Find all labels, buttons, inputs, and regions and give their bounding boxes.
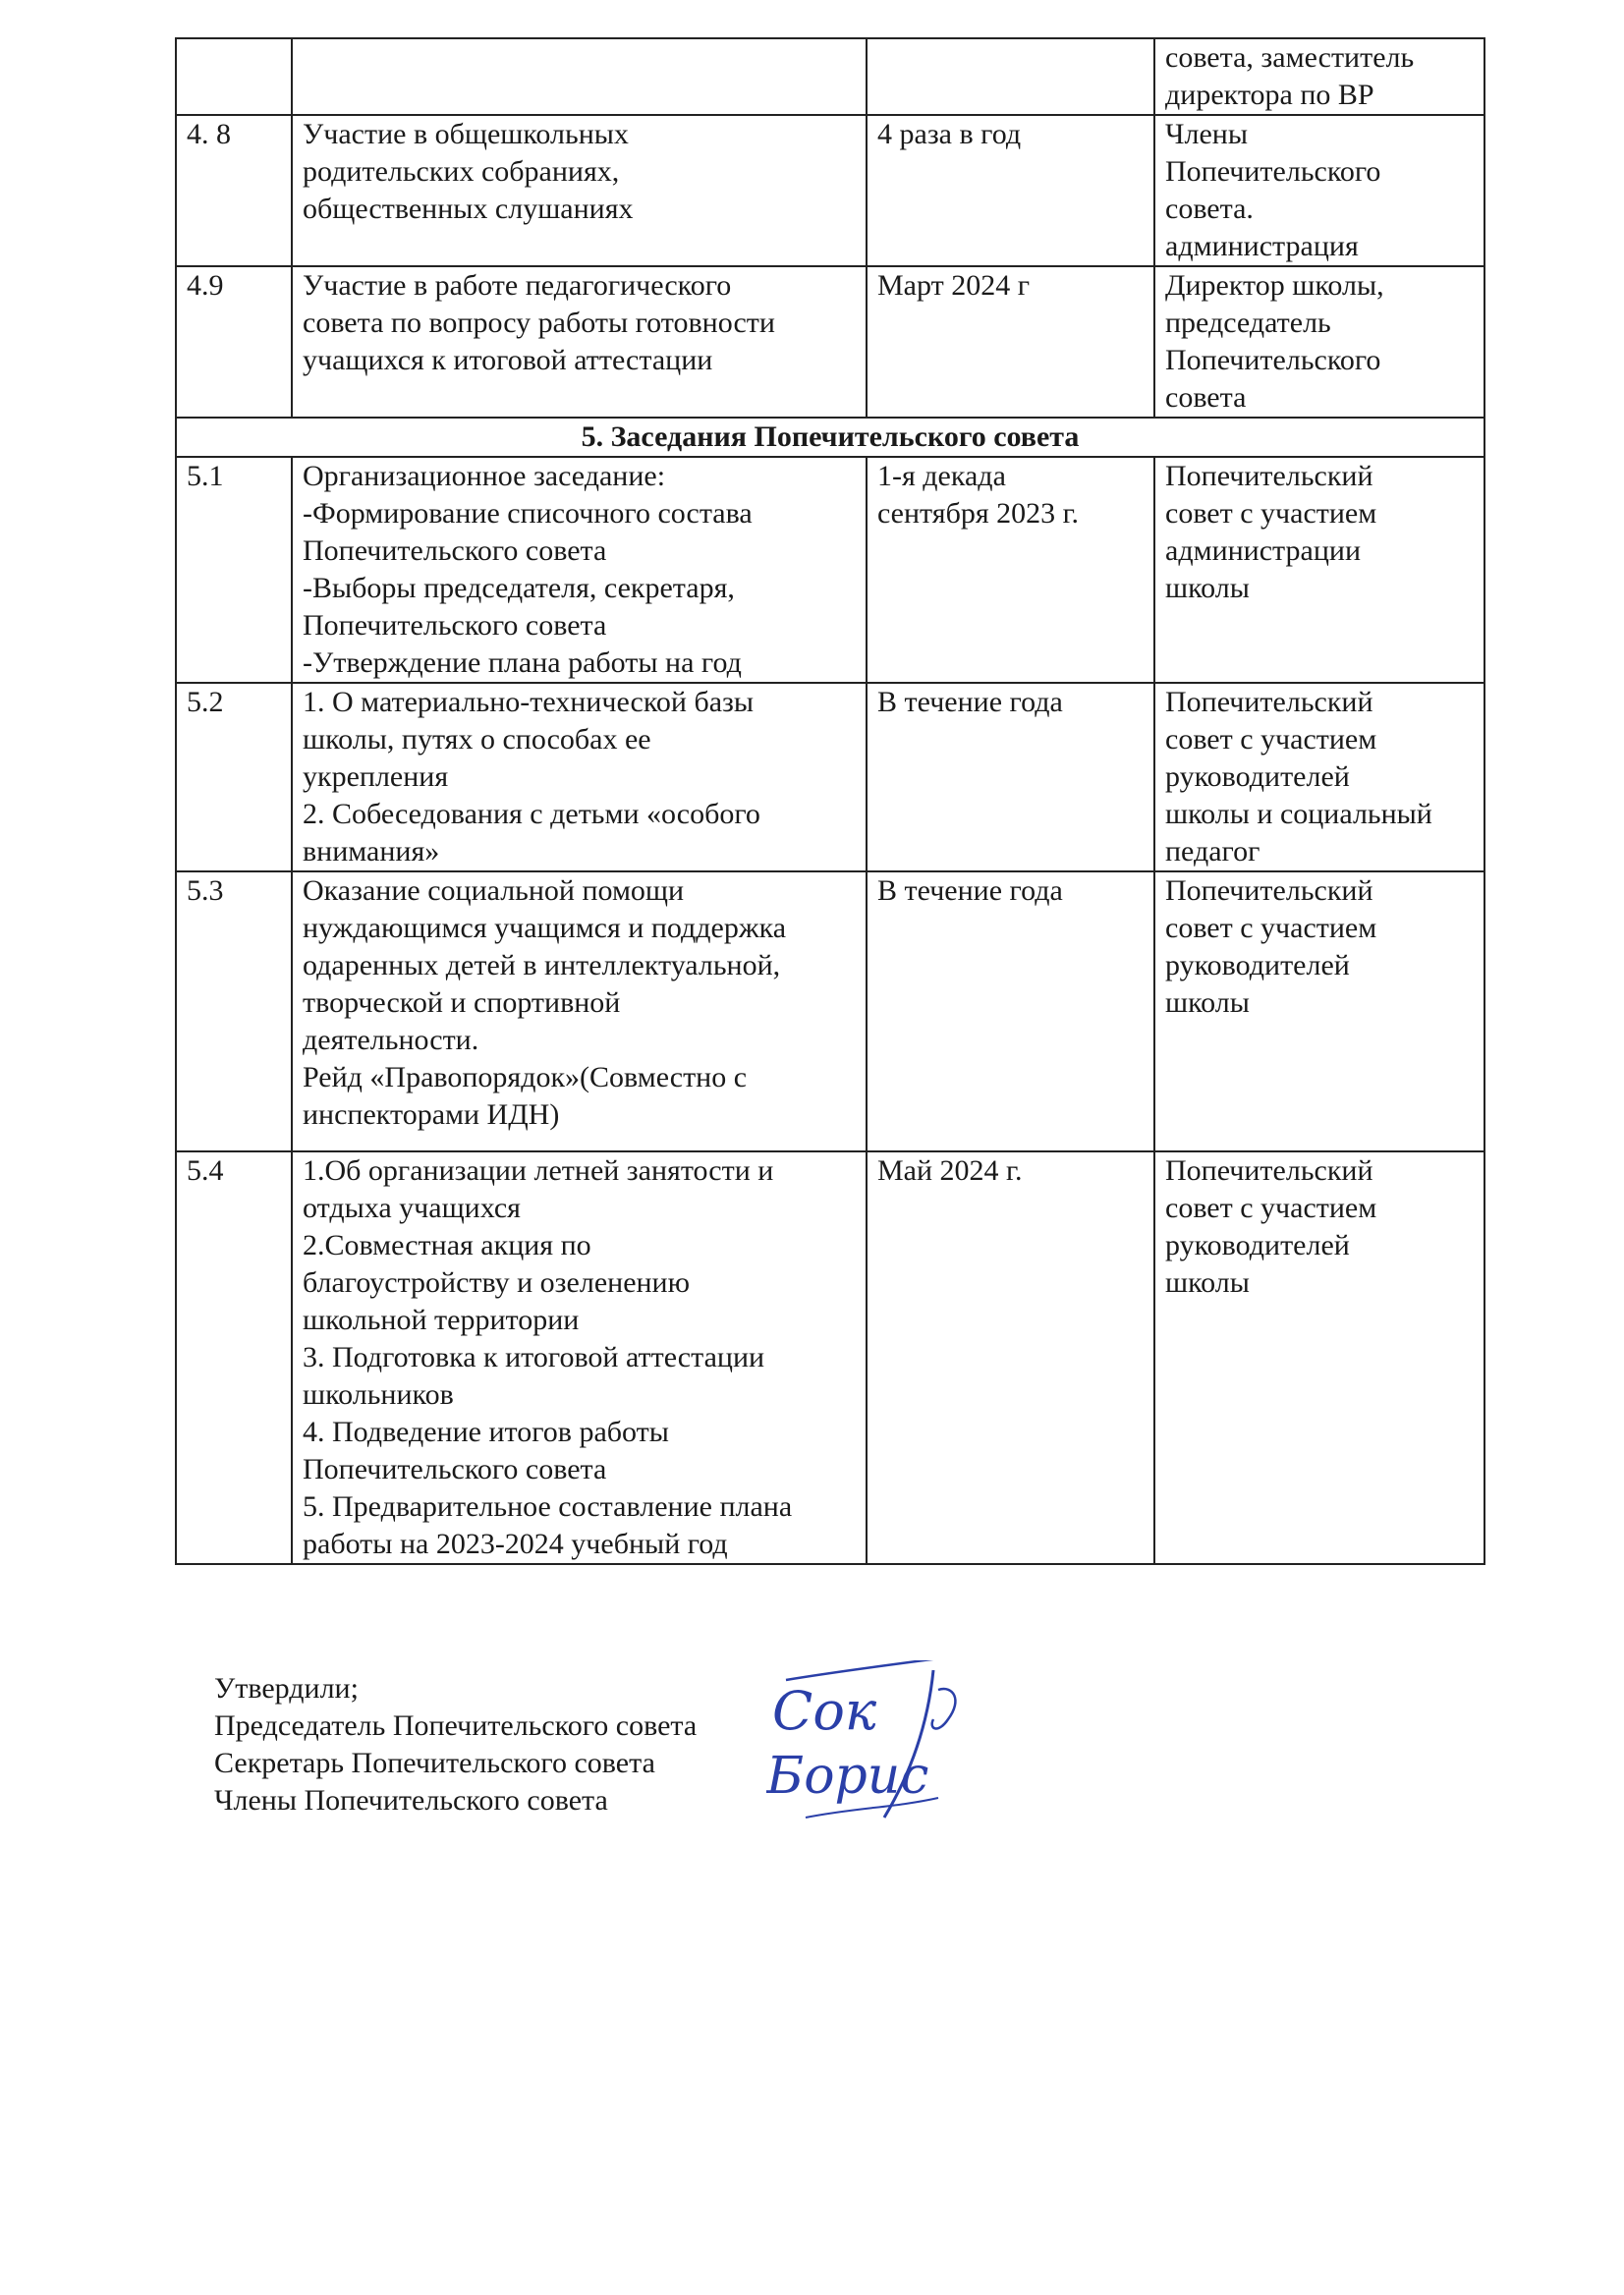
row-number: 5.4 [176,1151,292,1564]
event-description-line: -Формирование списочного состава [303,497,753,530]
event-date [867,871,1154,1151]
event-responsible-line: совет с участием [1165,723,1377,756]
signature-line-2: Борис [766,1747,929,1806]
event-date [867,683,1154,871]
event-description-line: укрепления [303,760,449,793]
event-date [867,457,1154,683]
event-responsible-line: совета. [1165,193,1254,225]
table-row [176,1151,1484,1564]
event-description-line: 1. О материально-технической базы [303,686,755,718]
event-date-line: 1-я декада [877,460,1006,492]
event-description-line: Рейд «Правопорядок»(Совместно с [303,1061,748,1093]
event-description-line: творческой и спортивной [303,986,621,1019]
event-description-line: школьной территории [303,1304,580,1336]
event-date [867,266,1154,418]
event-responsible-line: руководителей [1165,1229,1350,1261]
event-date-line: Май 2024 г. [877,1154,1023,1187]
event-description-line: работы на 2023-2024 учебный год [303,1528,728,1560]
event-description-line: Попечительского совета [303,534,607,567]
event-responsible-line: руководителей [1165,949,1350,981]
approval-secretary: Секретарь Попечительского совета [214,1747,655,1779]
event-responsible-line: Попечительский [1165,1154,1373,1187]
table-row [176,115,1484,266]
event-description-line: Попечительского совета [303,1453,607,1485]
table-row [176,266,1484,418]
event-responsible-line: администрация [1165,230,1359,262]
event-responsible-line: руководителей [1165,760,1350,793]
event-description [292,1151,867,1564]
event-description-line: -Утверждение плана работы на год [303,646,742,679]
section-title: 5. Заседания Попечительского совета [176,418,1484,457]
event-description-line: инспекторами ИДН) [303,1098,560,1131]
event-responsible-line: совета, заместитель [1165,41,1415,74]
event-responsible [1154,683,1484,871]
row-number [176,38,292,115]
event-responsible-line: Члены [1165,118,1248,150]
event-description-line: внимания» [303,835,440,868]
table-row [176,457,1484,683]
event-responsible-line: директора по ВР [1165,79,1374,111]
event-date-line: В течение года [877,874,1063,907]
event-description-line: Попечительского совета [303,609,607,642]
event-responsible-line: Попечительский [1165,686,1373,718]
event-date [867,1151,1154,1564]
event-date-line: 4 раза в год [877,118,1022,150]
plan-table [175,37,1485,1565]
event-date [867,115,1154,266]
event-description-line: 1.Об организации летней занятости и [303,1154,774,1187]
event-description-line: Участие в работе педагогического [303,269,732,302]
row-number: 5.2 [176,683,292,871]
row-number: 5.3 [176,871,292,1151]
event-date-line: Март 2024 г [877,269,1031,302]
event-description-line: 5. Предварительное составление плана [303,1490,793,1523]
event-description [292,871,867,1151]
event-responsible-line: совет с участием [1165,497,1377,530]
event-responsible-line: школы [1165,572,1250,604]
event-responsible [1154,115,1484,266]
event-date-line: сентября 2023 г. [877,497,1080,530]
event-description-line: деятельности. [303,1024,479,1056]
row-number: 5.1 [176,457,292,683]
event-responsible-line: Попечительский [1165,460,1373,492]
event-responsible-line: администрации [1165,534,1361,567]
signature-line-1: Сок [772,1680,877,1742]
event-responsible-line: председатель [1165,307,1331,339]
event-description-line: учащихся к итоговой аттестации [303,344,713,376]
event-description [292,38,867,115]
event-description-line: родительских собраниях, [303,155,620,188]
event-description-line: школьников [303,1378,454,1411]
event-responsible [1154,457,1484,683]
event-description-line: общественных слушаниях [303,193,634,225]
table-body-section-5 [176,457,1484,1564]
approval-chairman: Председатель Попечительского совета [214,1709,698,1742]
event-description [292,683,867,871]
row-number: 4. 8 [176,115,292,266]
event-description-line: -Выборы председателя, секретаря, [303,572,735,604]
event-description-line: благоустройству и озеленению [303,1266,691,1299]
event-responsible-line: совета [1165,381,1247,414]
event-responsible-line: школы и социальный [1165,798,1432,830]
event-date [867,38,1154,115]
table-row [176,683,1484,871]
event-description-line: 2. Собеседования с детьми «особого [303,798,760,830]
event-description [292,266,867,418]
event-description-line: совета по вопросу работы готовности [303,307,775,339]
event-responsible-line: Директор школы, [1165,269,1384,302]
event-responsible-line: Попечительский [1165,874,1373,907]
event-description-line: нуждающимся учащимся и поддержка [303,912,787,944]
approval-heading: Утвердили; [214,1672,359,1705]
approval-block [214,1670,697,1819]
event-description-line: 2.Совместная акция по [303,1229,591,1261]
event-description-line: 3. Подготовка к итоговой аттестации [303,1341,765,1373]
event-responsible [1154,1151,1484,1564]
event-description-line: Организационное заседание: [303,460,666,492]
table-body-top [176,38,1484,418]
event-responsible-line: совет с участием [1165,912,1377,944]
section-5-header [176,418,1484,457]
event-responsible [1154,871,1484,1151]
event-responsible-line: школы [1165,1266,1250,1299]
event-responsible [1154,38,1484,115]
section-row [176,418,1484,457]
event-description-line: Участие в общешкольных [303,118,629,150]
event-description-line: отдыха учащихся [303,1192,521,1224]
event-responsible-line: педагог [1165,835,1260,868]
event-responsible-line: Попечительского [1165,344,1381,376]
event-description-line: одаренных детей в интеллектуальной, [303,949,781,981]
event-description [292,115,867,266]
event-responsible-line: школы [1165,986,1250,1019]
approval-members: Члены Попечительского совета [214,1784,608,1817]
table-row [176,38,1484,115]
event-description [292,457,867,683]
event-date-line: В течение года [877,686,1063,718]
table-row [176,871,1484,1151]
signature-image [766,1660,1100,1827]
event-responsible-line: совет с участием [1165,1192,1377,1224]
row-number: 4.9 [176,266,292,418]
event-description-line: школы, путях о способах ее [303,723,651,756]
event-description-line: Оказание социальной помощи [303,874,685,907]
event-description-line: 4. Подведение итогов работы [303,1416,669,1448]
event-responsible [1154,266,1484,418]
event-responsible-line: Попечительского [1165,155,1381,188]
